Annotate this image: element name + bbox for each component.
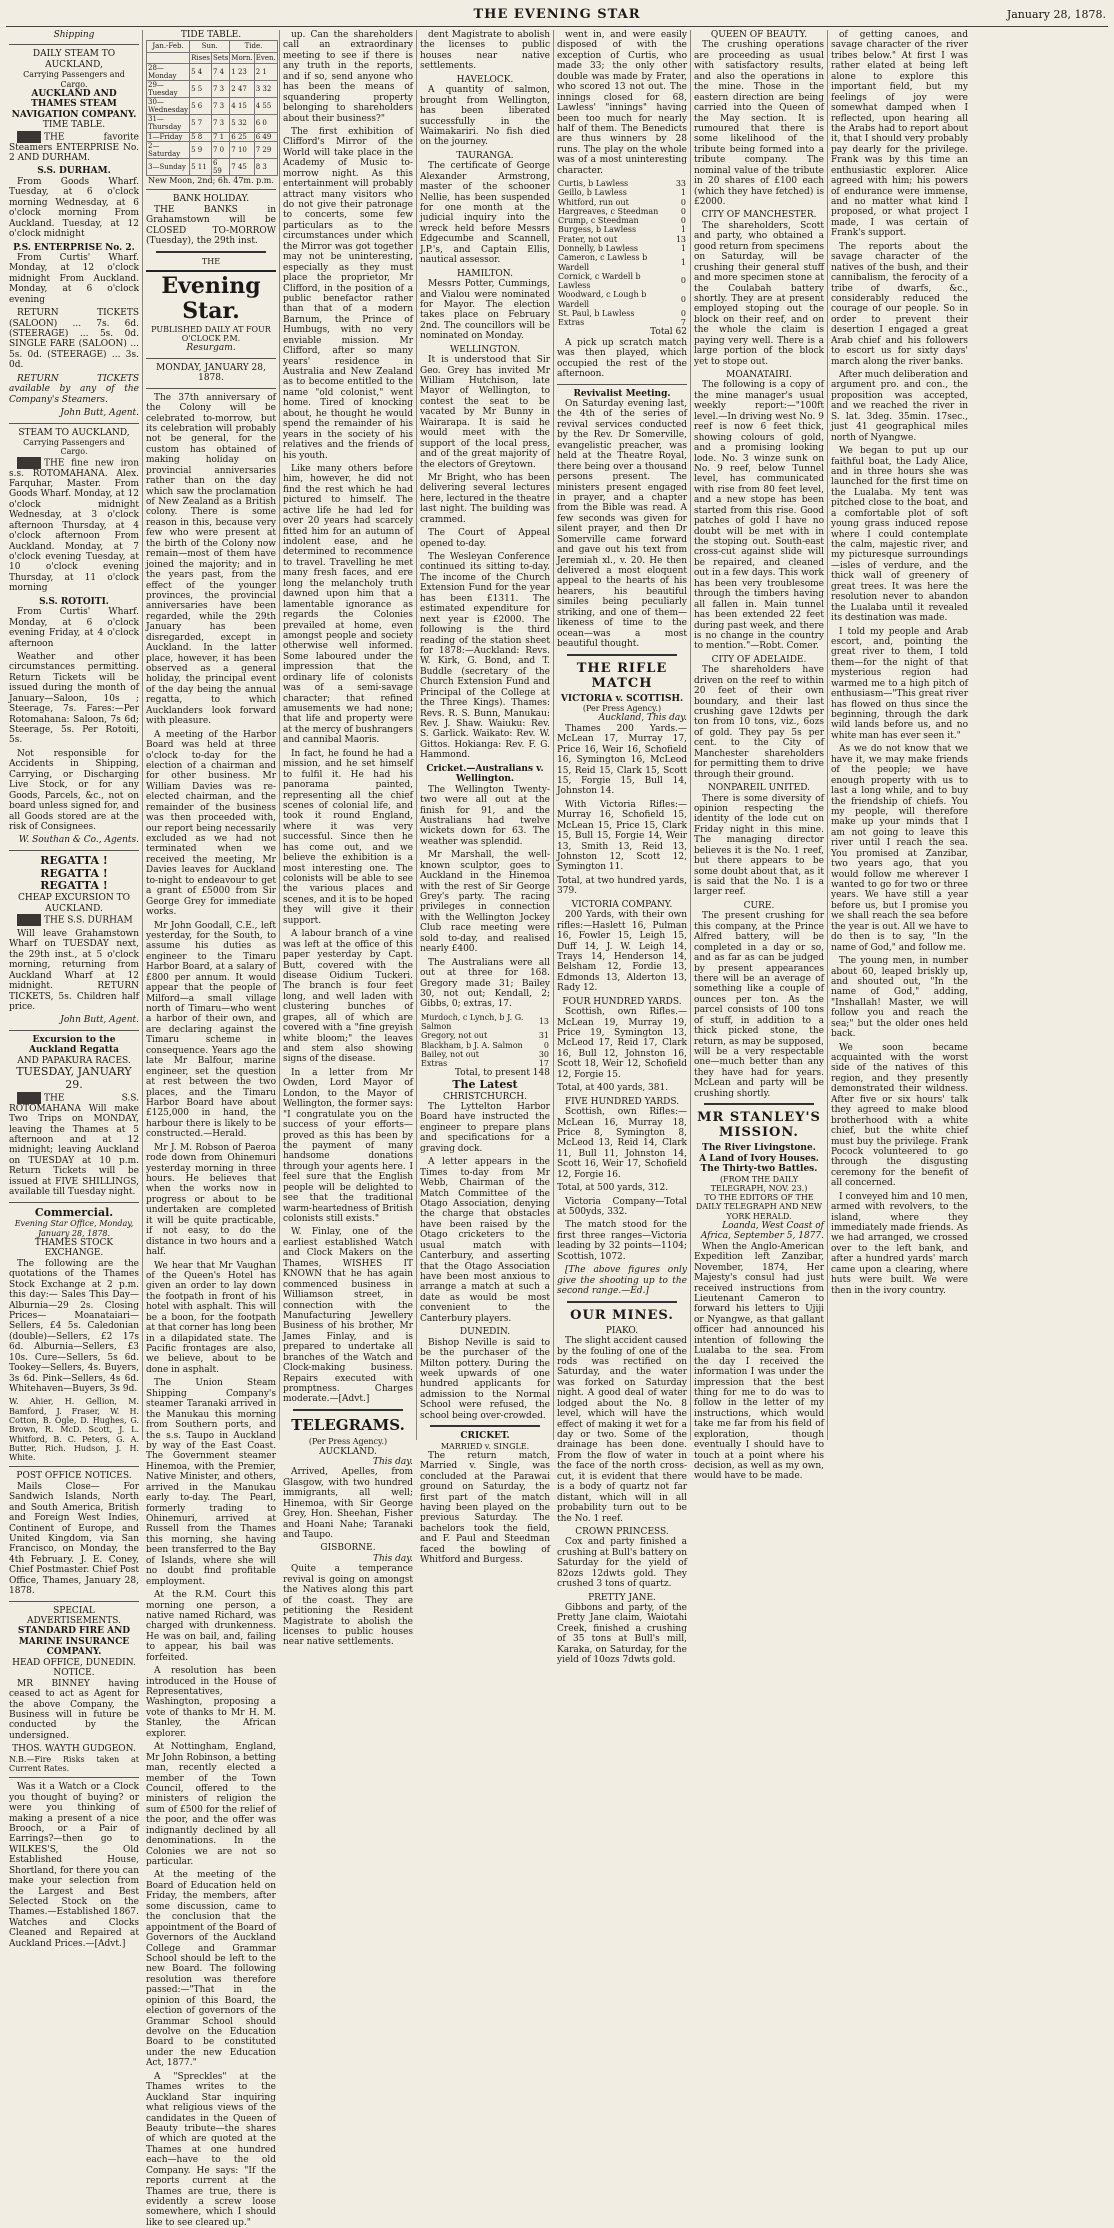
range-heading: FOUR HUNDRED YARDS. [562,996,682,1007]
article-paragraph: Like many others before him, however, he did not find the rest which he had pictured to himself. The active life he had led for over 20 years had scarcely fitted him for an autumn of indolent ease, and he determined to recommence to travel. Travelling he met many fresh faces, and ere long the melancholy truth dawned upon him that a lamentable ignorance as regards the Colonies prevailed at home, even amongst people and society otherwise well informed. Some laboured under the impression that the ordinary life of colonists was of a semi-savage character; that refined amusements we had none; that life and property were at the mercy of bushrangers and cannibal Maoris. [283,463,413,746]
published-line: PUBLISHED DAILY AT FOUR O'CLOCK P.M. [151,324,271,344]
section-shipping: Shipping [53,30,95,40]
article-paragraph: The 37th anniversary of the Colony will be celebrated to-morrow, but its celebration will probably not be general, for the custom has obtained of making holiday on provincial anniversaries rather than on the day which saw the proclamation of New Zealand as a British colony. There is some reason in this, because very few who were present at the birth of the Colony now remain—most of them have joined the majority; and in the years past, from the effect of the younger provinces, the provincial anniversaries have been regarded, while the 29th January has been disregarded, except in Auckland. In the latter place, however, it has been observed as a general holiday, the principal event of the day being the annual regatta, to which Aucklanders look forward with pleasure. [146,392,276,727]
tide-col-date: Jan.-Feb. [147,41,190,52]
stanley-subheading: A Land of Ivory Houses. [699,1153,819,1164]
mine-heading: QUEEN OF BEAUTY. [710,30,808,40]
runs: 0 [680,197,686,207]
match-text: The return match, Married v. Single, was concluded at the Parawai ground on Saturday, the first part of the match having been played on the previous Saturday. The bachelors took the field, and F. Paul and Steedman faced the bowling of Whitford and Burgess. [420,1450,550,1566]
column-telegrams [417,30,554,1566]
runs: 7 [680,318,686,328]
notice-footnote: N.B.—Fire Risks taken at Current Rates. [9,1754,139,1773]
mine-heading: PRETTY JANE. [588,1592,656,1603]
mine-text: Cox and party finished a crushing at Bull's battery on Saturday for the yield of 82ozs 12dwts gold. They crushed 3 tons of quartz. [557,1537,687,1590]
tide-row [147,80,278,97]
batsman: Murdoch, c Lynch, b J. G. Salmon [421,1012,524,1032]
stock-text: The following are the quotations of the Thames Stock Exchange at 2 p.m. this day:— Sales This Day— Alburnia—29 2s. Closing Prices— Moanataiari—Sellers, £4 5s. Caledonian (double)—Sellers, £2 17s 6d. Alburnia—Sellers, £3 10s. Cure—Sellers, 5s 6d. Tookey—Sellers, 4s. Buyers, 3s 6d. Pink—Sellers, 4s 6d. Whitehaven—Buyers, 3s 9d. [9,1258,139,1395]
runs: 33 [675,179,686,189]
dateline-city: GISBORNE. [320,1543,376,1554]
article-paragraph: A labour branch of a vine was left at the office of this paper yesterday by Capt. Butt, covered with the disease Oidium Tuckeri. The branch is four feet long, and well laden with clustering bunches of grapes, all of which are covered with a "fine greyish white bloom;" the leaves and stem also showing signs of the disease. [283,929,413,1065]
batsman: Whitford, run out [558,197,629,207]
batsman: Bailey, not out [421,1049,479,1059]
mine-heading: CROWN PRINCESS. [575,1526,669,1537]
moon-note: New Moon, 2nd; 6h. 47m. p.m. [148,176,274,186]
tide-cell: 3—Sunday [147,158,190,175]
tide-cell: 5 6 [190,98,212,115]
score-row [557,309,687,318]
runs: 1 [680,243,686,253]
telegram-text: Bishop Neville is said to be the purchaser of the Milton pottery. During the week upwards of one hundred applicants for admission to the Normal School were refused, the school being over-crowded. [420,1337,550,1421]
agent-signature: W. Southan & Co., Agents. [18,835,139,846]
header-date: January 28, 1878. [1006,8,1106,21]
tide-cell: 7 45 [230,158,254,175]
stanley-heading: MR STANLEY'S MISSION. [697,1110,821,1141]
post-heading: POST OFFICE NOTICES. [16,1471,132,1482]
mine-heading: CITY OF ADELAIDE. [711,654,807,665]
telegram-text: The certificate of George Alexander Armstrong, master of the schooner Nellie, has been suspended for one month at the judicial inquiry into the wreck held before Messrs Edgecumbe and Scannell, J.P.'s, and Captain Ellis, nautical assessor. [420,161,550,266]
tide-cell: 5 5 [190,80,212,97]
tide-row [147,98,278,115]
runs: 0 [680,216,686,226]
dateline-day: Auckland, This day. [598,713,687,724]
bank-holiday-heading: BANK HOLIDAY. [172,194,250,205]
ad-text: From Goods Wharf. Tuesday, at 6 o'clock morning Wednesday, at 6 o'clock morning From Auckland. Tuesday, at 12 o'clock midnight [9,176,139,240]
tide-cell: 4 15 [230,98,254,115]
range-heading: FIVE HUNDRED YARDS. [564,1096,680,1107]
ad-text: THE S.S. DURHAM [9,914,139,926]
telegram-text: Messrs Potter, Cummings, and Vialou were nominated for Mayor. The election takes place on February 2nd. The councillors will be nominated on Monday. [420,279,550,342]
telegram-text: The Court of Appeal opened to-day. [420,528,550,549]
mine-text: The shareholders have driven on the reef to within 20 feet of their own boundary, and their last crushing gave 12dwts per ton from 10 tons, viz., 6ozs of gold. They pay 5s per cent. to the City of Manchester shareholders for permitting them to drive through their ground. [694,665,824,780]
batsman: Gregory, not out [421,1031,488,1041]
dateline-city: HAMILTON. [457,268,513,279]
signature: THOS. WAYTH GUDGEON. [12,1744,136,1755]
mine-heading: MOANATAIRI. [726,370,792,380]
batsman: Extras [421,1059,448,1069]
article-paragraph: In fact, he found he had a mission, and he set himself to fulfil it. He had his panorama painted, representing all the chief scenes of colonial life, and took it round England, where it was very successful. Since then he has come out, and we believe the exhibition is a most interesting one. The colonists will be able to see the various places and scenes, and it is to be hoped they will give it their support. [283,748,413,926]
editor-note: [The above figures only give the shooting up to the second range.—Ed.] [557,1265,687,1297]
dateline-city: TAURANGA. [456,150,514,161]
revivalist-text: On Saturday evening last, the 4th of the series of revival services conducted by the Rev. Dr Somerville, evangelistic preacher, was held at the Theatre Royal, there being over a thousand persons present. The ministers present engaged in prayer, and a chapter from the Bible was read. A few seconds was given for silent prayer, and then Dr Somerville came forward and gave out his text from Jeremiah xl., v. 20. He then delivered a most eloquent appeal to the hearts of his hearers, his beautiful similes being peculiarly striking, and one of them—likeness of time to the ocean—was a most beautiful thought. [557,399,687,650]
batsman: St. Paul, b Lawless [558,308,635,318]
batsman: Donnelly, b Lawless [558,243,639,253]
excursion-heading: Excursion to the Auckland Regatta [29,1034,119,1056]
stanley-text: I told my people and Arab escort, and, pointing the great river to them, I told them—for the night of that mysterious region had warmed me to a high pitch of enthusiasm—"This great river has flowed on thus since the beginning, through the dark wild lands before us, and no white man has ever seen it." [831,626,968,741]
runs: 0 [680,206,686,216]
batsman: Extras [558,318,585,328]
ship-name: S.S. DURHAM. [37,166,111,177]
bank-notice: THE BANKS in Grahamstown will be CLOSED TO-MORROW (Tuesday), the 29th inst. [146,204,276,247]
motto: Resurgam. [186,343,236,354]
ship-name: S.S. ROTOITI. [39,596,109,607]
mine-text: There is some diversity of opinion respecting the identity of the lode cut on Friday night in this mine. The managing director believes it is the No. 1 reef, but there appears to be some doubt about that, as it is said that the No. 1 is a larger reef. [694,793,824,898]
cricket-total: Total, to present 148 [455,1068,550,1079]
runs: 0 [680,308,686,318]
tide-cell: 2 47 [230,80,254,97]
tide-cell: 7 3 [211,98,229,115]
source-note: (FROM THE DAILY TELEGRAPH, NOV. 23.) [710,1174,808,1193]
ad-text: THE S.S. ROTOMAHANA Will make Two Trips on MONDAY, leaving the Thames at 5 afternoon and at 12 midnight; leaving Auckland on TUESDAY at 10 p.m. Return Tickets will be issued at FIVE SHILLINGS, available till Tuesday night. [9,1093,139,1198]
article-paragraph: The Union Steam Shipping Company's steamer Taranaki arrived in the Manukau this morning from Southern ports, and the s.s. Taupo in Auckland by way of the East Coast. The Government steamer Hinemoa, with the Premier, Native Minister, and others, arrived in the Manukau early to-day. The Pearl, formerly trading to Ohinemuri, arrived at Russell from the Thames this morning, she having been transferred to the Bay of Islands, where she will no doubt find profitable employment. [146,1378,276,1587]
score-row [557,198,687,207]
tide-cell: 7 4 [211,63,229,80]
telegram-text: Mr Marshall, the well-known sculptor, goes to Auckland in the Hinemoa with the rest of Sir George Grey's party. The racing privileges in connection with the Wellington Jockey Club race meeting were sold to-day, and realised nearly £400. [420,850,550,955]
telegram-text: The Lyttelton Harbor Board have instructed the engineer to prepare plans and specifications for a graving dock. [420,1102,550,1154]
article-paragraph: A resolution has been introduced in the House of Representatives, Washington, proposing a vote of thanks to Mr H. M. Stanley, the African explorer. [146,1666,276,1739]
rifle-text: Scottish, own Rifles.—McLean 19, Murray 19, Price 19, Symington 13, McLeod 17, Reid 17, Clark 16, Bull 12, Johnston 16, Scott 18, Weir 12, Schofield 12, Forgie 15. [557,1007,687,1080]
dateline-city: DUNEDIN. [459,1327,511,1338]
batsman: Cameron, c Lawless b Wardell [558,253,648,272]
article-paragraph: up. Can the shareholders call an extraordinary meeting to see if there is any truth in the reports, and if so, send anyone who has been the means of squandering property belonging to shareholders about their business?" [283,30,413,124]
runs: 1 [680,188,686,198]
ad-text: THE fine new iron s.s. ROTOMAHANA. Alex. Farquhar, Master. From Goods Wharf. Monday, at 12 o'clock midnight Wednesday, at 3 o'clock afternoon Thursday, at 4 o'clock afternoon From Auckland. Monday, at 7 o'clock evening Tuesday, at 10 o'clock evening Thursday, at 11 o'clock morning [9,458,139,594]
score-row [557,244,687,253]
batsman: Hargreaves, c Steedman [558,206,659,216]
rifle-text: With Victoria Rifles:—Murray 16, Schofield 15, McLean 15, Price 15, Clark 15, Bull 15, Forgie 14, Weir 13, Smith 13, Reid 13, Johnston 12, Scott 12, Symington 11. [557,799,687,873]
tide-cell: 7 3 [211,80,229,97]
tide-cell: 2—Saturday [147,141,190,158]
article-paragraph: The first exhibition of Clifford's Mirror of the World will take place in the Academy of Music to-morrow night. As this entertainment will probably attract many visitors who do not give their patronage to concerts, some few particulars as to the circumstances under which the Mirror was got together may not be uninteresting, especially as they must place the proprietor, Mr Clifford, in the position of a public benefactor rather than that of a modern Barnum, the Prince of Humbugs, with no very enviable mission. Mr Clifford, after so many years' residence in Australia and New Zealand as to become entitled to the name "old colonist," went home. Tired of knocking about, he thought he would spend the remainder of his years in the society of his relatives and the friends of his youth. [283,126,413,461]
runs: 31 [538,1031,549,1041]
runs: 0 [680,294,686,304]
tide-row [147,132,278,141]
ad-heading: DAILY STEAM TO AUCKLAND, [32,49,116,70]
ad-heading: CHEAP EXCURSION TO AUCKLAND. [17,893,130,914]
tide-cell: 3 32 [254,80,277,97]
ad-text: Not responsible for Accidents in Shipping, Carrying, or Discharging Live Stock, or for any Goods, Parcels, &c., not on board unless signed for, and all Goods stored are at the risk of Consignees. [9,748,139,832]
runs: 0 [680,276,686,286]
article-paragraph: At the meeting of the Board of Education held on Friday, the members, after some discussion, came to the conclusion that the appointment of the Board of Governors of the Auckland College and Grammar School should be left to the new Board. The following resolution was therefore passed:—"That in the opinion of this Board, the election of governors of the Grammar School should devolve on the Education Board to be constituted under the new Education Act, 1877." [146,1870,276,2069]
article-paragraph: At Nottingham, England, Mr John Robinson, a betting man, recently elected a member of the Town Council, offered to the ministers of religion the sum of £500 for the relief of the poor, and the offer was indignantly declined by all denominations. In the Colonies we are not so particular. [146,1742,276,1868]
tide-cell: 6 49 [254,132,277,141]
column-mines-stanley [691,30,828,1482]
dateline-day: This day. [372,1456,413,1467]
rifle-text: Thames 200 Yards.—McLean 17, Murray 17, Price 16, Weir 16, Schofield 16, Symington 16, McLeod 15, Reid 15, Clark 15, Scott 15, Forgie 15, Bull 14, Johnston 14. [557,723,687,797]
notice-text: MR BINNEY having ceased to act as Agent for the above Company, the Business will in future be conducted by the undersigned. [9,1678,139,1741]
score-row [557,235,687,244]
tide-cell: 5 4 [190,63,212,80]
company-name: AUCKLAND AND THAMES STEAM NAVIGATION COMPANY. [11,88,137,120]
column-news [280,30,417,1648]
ad-heading: STEAM TO AUCKLAND, [18,427,130,438]
regatta-heading: REGATTA ! REGATTA ! REGATTA ! [40,853,108,893]
telegram-text: The Australians were all out at three for 168. Gregory made 31; Bailey 30, not out; Kendall, 2; Gibbs, 0; extras, 17. [420,957,550,1010]
column-editorial [143,30,280,2228]
tide-cell: 5 11 [190,158,212,175]
steamer-icon [17,457,41,469]
insurance-heading: STANDARD FIRE AND MARINE INSURANCE COMPANY. [17,1626,131,1658]
tide-cell: 2 1 [254,63,277,80]
telegram-text: Quite a temperance revival is going on amongst the Natives along this part of the coast. They are petitioning the Resident Magistrate to abolish the licenses to public houses near native settlements. [283,1564,413,1648]
stanley-subheading: The Thirty-two Battles. [700,1164,818,1175]
article-paragraph: In a letter from Mr Owden, Lord Mayor of London, to the Mayor of Wellington, the former says: "I congratulate you on the success of your efforts—proved as this has been by the payment of many handsome donations through your agents here. I feel sure that the English people will be delighted to see that the traditional warm-heartedness of British colonists still exists." [283,1067,413,1224]
stanley-subheading: The River Livingstone. [702,1143,816,1154]
stanley-text: After much deliberation and argument pro. and con., the proposition was accepted, and we reached the river in S. lat. 3deg. 35min. 17sec., just 41 geographical miles north of Nyangwe. [831,370,968,443]
mine-text: Gibbons and party, of the Pretty Jane claim, Waiotahi Creek, finished a crushing of 35 tons at Bull's mill, Karaka, on Saturday, for the yield of 10ozs 7dwts gold. [557,1603,687,1666]
tide-cell: 5 7 [190,115,212,132]
tide-cell: 7 0 [211,141,229,158]
mine-text: The crushing operations are proceeding as usual with satisfactory results, and also the operations in the mine. Those in the eastern direction are being carried into the Queen of the May section. It is rumoured that there is some likelihood of the tribute being formed into a tribute company. The nominal value of the tribute in 20 shares of £100 each (which they have fetched) is £2000. [694,40,824,207]
mine-heading: PIAKO. [605,1325,639,1336]
tide-row [147,115,278,132]
rifle-total: Total, at two hundred yards, 379. [557,875,687,897]
runs: 1 [680,225,686,235]
telegram-text: The Wellington Twenty-two were all out at the finish for 91, and the Australians had twelve wickets down for 63. The weather was splendid. [420,784,550,847]
tide-cell: 6 59 [211,158,229,175]
article-paragraph: A meeting of the Harbor Board was held at three o'clock to-day for the election of a chairman and for other business. Mr William Davies was re-elected chairman, and the remainder of the business was then proceeded with, our report being necessarily excluded as we had not terminated when we received the meeting, Mr Davies leaves for Auckland to-night to endeavour to get a grant of £5000 from Sir George Grey for immediate works. [146,729,276,918]
cricket-scores [420,1013,550,1069]
tide-row [147,63,278,80]
tide-row [147,141,278,158]
tide-cell: 7 3 [211,115,229,132]
logo-article: THE [201,256,221,266]
rifle-match-subheading: VICTORIA v. SCOTTISH. [560,693,684,704]
company-heading: VICTORIA COMPANY. [571,899,673,910]
batsman: Geillo, b Lawless [558,188,627,198]
score-row [557,272,687,291]
steamer-icon [17,1092,41,1104]
mine-text: The following is a copy of the mine manager's usual weekly report:—"100ft level.—In driving west No. 9 reef is now 6 feet thick, showing colours of gold, and a promising looking lode. No. 3 winze sunk on No. 9 reef, below Tunnel level, has communicated with rise from 80 feet level, and a new stope has been started from this rise. Good patches of gold I have no doubt will be met with in the stoping out. South-east cross-cut against slide will be repaired, and cleaned out in a few days. This work has been very troublesome through the timbers having all fallen in. Main tunnel has been extended 22 feet during past week, and there is no change in the country to mention."—Robt. Comer. [694,380,824,652]
fares-note: RETURN TICKETS available by any of the Company's Steamers. [9,373,139,405]
tide-cell: 7 10 [230,141,254,158]
stanley-text: As we do not know that we have it, we may make friends of the people; we have enough property with us to last a long while, and to buy the friendship of chiefs. You my people, will therefore make up your minds that I am not going to leave this river until I reach the sea. You promised at Zanzibar, two years ago, that you would follow me wherever I wanted to go for two or three years. We have still a year before us, but I promise you we shall reach the sea before the year is out. All we have to do then is to say, "In the name of God," and follow me. [831,744,968,953]
ad-subheading: AND PAPAKURA RACES. [17,1055,131,1066]
match-text: A pick up scratch match was then played, which occupied the rest of the afternoon. [557,337,687,380]
tide-cell: 6 0 [254,115,277,132]
tide-cell: 31—Thursday [147,115,190,132]
batsman: Cornick, c Wardell b Lawless [558,271,641,291]
batsman: Curtis, b Lawless [558,179,629,189]
tide-table-heading: TIDE TABLE. [180,30,242,40]
dateline-city: CHRISTCHURCH. [443,1091,527,1102]
score-row [420,1013,550,1032]
score-row [557,290,687,309]
runs: 13 [538,1017,549,1027]
ad-text: THE favorite Steamers ENTERPRISE No. 2 AND DURHAM. [9,132,139,164]
rifle-text: The match stood for the first three ranges—Victoria leading by 32 points—1104; Scottish, 1072. [557,1220,687,1262]
tide-cell: 6 25 [230,132,254,141]
tide-cell: 5 8 [190,132,212,141]
press-agency: (Per Press Agency.) [582,704,662,714]
head-office: HEAD OFFICE, DUNEDIN. [12,1657,136,1668]
rifle-total: Total, at 400 yards, 381. [557,1083,669,1094]
edition-date: MONDAY, JANUARY 28, 1878. [156,362,266,384]
dateline: Loanda, West Coast of Africa, September 5, 1877. [700,1220,824,1242]
tide-table: Jan.-Feb. Sun. Tide. Rises Sets Morn. Even. 28—Monday 5 4 7 4 1 23 2 1 29—Tuesday 5 5 7 3 2 47 3 32 30—Wednesday 5 6 7 3 4 15 4 55 31—Thursday 5 7 7 3 5 32 6 0 1—Friday 5 8 7 1 6 25 6 49 2—Saturday 5 9 7 0 7 10 7 29 3—Sunday 5 11 6 59 7 45 8 3 [148,42,276,175]
article-paragraph: We hear that Mr Vaughan of the Queen's Hotel has given an order to lay down the footpath in front of his hotel with asphalt. This will be a boon, for the footpath at that corner has long been in a dilapidated state. The Pacific frontages are also, we believe, about to be done in asphalt. [146,1260,276,1375]
watch-ad-text: Was it a Watch or a Clock you thought of buying? or were you thinking of making a present of a nice Brooch, or a Pair of Earrings?—then go to WILKES'S, the Old Established House, Shortland, for there you can make your selection from the Largest and Best Selected Stock on the Thames.—Established 1867. Watches and Clocks Cleaned and Repaired at Auckland Prices.—[Advt.] [9,1782,139,1949]
ship-name: P.S. ENTERPRISE No. 2. [13,242,135,253]
batsman: Woodward, c Lough b Wardell [558,290,647,309]
fares-text: RETURN TICKETS (SALOON) ... 7s. 6d. (STEERAGE) ... 5s. 0d. SINGLE FARE (SALOON) ... 5s. 0d. (STEERAGE) ... 3s. 0d. [9,308,139,371]
score-row [557,225,687,234]
mine-text: The shareholders, Scott and party, who obtained a good return from specimens on Saturday, will be crushing their general stuff and more specimen stone at the Coulabah battery shortly. They are at present employed stoping out the block on their reef, and on the whole the claim is paying very well. There is a large portion of the block yet to stope out. [694,220,824,367]
stanley-text: I conveyed him and 10 men, armed with revolvers, to the island, where they immediately made friends. As we had arranged, we crossed over to the left bank, and after a hundred yards' march came upon a clearing, where huts were built. We were then in the ivory country. [831,1191,968,1296]
batsman: Crump, c Steedman [558,216,639,226]
mine-heading: CITY OF MANCHESTER. [701,210,817,221]
post-text: Mails Close— For Sandwich Islands, North and South America, British and Foreign West Indies, Continent of Europe, and United Kingdom, via San Francisco, on Monday, the 4th February. J. E. Coney, Chief Postmaster. Chief Post Office, Thames, January 28, 1878. [9,1481,139,1597]
time-table-heading: TIME TABLE. [42,120,106,131]
score-row [420,1050,550,1059]
mine-heading: CURE. [743,900,775,911]
tide-cell: 30—Wednesday [148,98,189,115]
runs: 17 [538,1059,549,1069]
telegram-text: The Wesleyan Conference continued its sitting to-day. The income of the Church Extension Fund for the year has been £1311. The estimated expenditure for next year is £2000. The following is the third reading of the station sheet for 1878:—Auckland: Revs. W. Kirk, G. Bond, and T. Buddle (secretary of the Church Extension Fund and Principal of the College at the Three Kings). Thames: Revs. R. S. Bunn, Manukau: Rev. J. Shaw. Waiuku: Rev. S. Garlick. Waikato: Rev. W. Gittos. Hokianga: Rev. F. G. Hammond. [420,552,550,761]
scorecard [557,179,687,327]
match-text: went in, and were easily disposed of with the exception of Curtis, who made 33; the only other double was made by Frater, who scored 13 not out. The innings closed for 68, Lawless' "innings" having been too much for nearly half of them. The Benedicts are thus winners by 28 runs. The play on the whole was of a most uninteresting character. [557,30,687,176]
rifle-text: Victoria Company—Total at 500yds, 332. [557,1196,687,1218]
runs: 30 [538,1049,549,1059]
stanley-text: The reports about the savage character of the natives of the bush, and their cannibalism, the ferocity of a tribe of dwarfs, &c., considerably reduced the courage of our people. So in order to prevent their desertion I engaged a great Arab chief and his followers to escort us for sixty days' march along the river banks. [831,241,968,367]
tide-row [147,158,278,175]
tide-cell: 5 9 [190,141,212,158]
telegram-text: A quantity of salmon, brought from Wellington, has been liberated successfully in the Waimakariri. No fish died on the journey. [420,85,550,148]
mines-heading: OUR MINES. [570,1307,674,1323]
article-paragraph: A "Spreckles" at the Thames writes to the Auckland Star inquiring what religious views of the candidates in the Queen of Beauty tribute—the shares of which are quoted at the Thames at one hundred each—have to the old Company. He says: "If the reports current at the Thames are true, there is evidently a screw loose somewhere, which I should like to see cleared up." [146,2071,276,2228]
ad-subheading: Carrying Passengers and Cargo. [23,70,125,89]
telegram-text: A letter appears in the Times to-day from Mr Webb, Chairman of the Match Committee of the Otago Association, denying the charge that obstacles have been raised by the Otago cricketers to the usual match with Canterbury, and asserting that the Otago Association have been most anxious to arrange a match at such a date as would be most convenient to the Canterbury players. [420,1157,550,1324]
tide-cell: 7 1 [211,132,229,141]
batsman: Frater, not out [558,234,618,244]
rifle-match-heading: THE RIFLE MATCH [576,660,668,691]
ad-text: Will leave Grahamstown Wharf on TUESDAY next, the 29th inst., at 5 o'clock morning, returning from Auckland Wharf at 12 midnight. RETURN TICKETS, 5s. Children half price. [9,928,139,1012]
article-paragraph: Mr J. M. Robson of Paeroa rode down from Ohinemuri yesterday morning in three hours. He believes that when the works now in progress or about to be undertaken are completed it will be quite practicable, if not easy, to do the distance in two hours and a half. [146,1142,276,1258]
telegram-text: It is understood that Sir Geo. Grey has invited Mr William Hutchison, late Mayor of Wellington, to contest the seat to be vacated by Mr Bunny in Wairarapa. It is said he would meet with the support of the local press, and of the great majority of the electors of Greytown. [420,355,550,470]
scorecard-total: Total 62 [650,327,687,338]
tide-cell: 4 55 [254,98,277,115]
match-title: MARRIED v. SINGLE. [440,1441,530,1451]
tide-cell: 1 23 [230,63,254,80]
tide-cell: 5 32 [230,115,254,132]
ad-text: From Curtis' Wharf. Monday, at 12 o'clock midnight From Auckland. Monday, at 6 o'clock evening [9,252,139,305]
score-row [557,216,687,225]
column-rifle-mines [554,30,691,1666]
cricket-heading: Cricket.—Australians v. Wellington. [426,763,544,785]
score-row [420,1041,550,1050]
score-row [557,253,687,272]
runs: 0 [543,1040,549,1050]
newspaper-title: THE EVENING STAR [473,7,641,22]
telegram-text: Arrived, Apelles, from Glasgow, with two hundred immigrants, all well; Hinemoa, with Sir George Grey, Hon. Sheehan, Fisher and Hoani Nahe; Taranaki and Taupo. [283,1467,413,1541]
telegrams-heading: TELEGRAMS. [291,1415,405,1434]
ad-subheading: Carrying Passengers and Cargo. [23,437,125,457]
commercial-heading: Commercial. [34,1205,114,1219]
tide-cell: 28—Monday [147,63,190,80]
column-advertisements [6,30,143,1949]
telegram-text: Mr Bright, who has been delivering several lectures here, lectured in the theatre last night. The building was crammed. [420,472,550,525]
runs: 1 [680,257,686,267]
columns [6,30,1108,2228]
article-paragraph: W. Finlay, one of the earliest established Watch and Clock Makers on the Thames, WISHES IT KNOWN that he has again commenced business in Williamson street, in connection with the Manufacturing Jewellery Business of his brother, Mr James Finlay, and is prepared to undertake all branches of the Watch and Clock-making business. Repairs executed with promptness. Charges moderate.—[Advt.] [283,1227,413,1405]
agent-signature: John Butt, Agent. [60,1015,139,1026]
score-row [420,1059,550,1068]
dateline-city: WELLINGTON. [450,344,520,355]
batsman: Blackham, b J. A. Salmon [421,1040,523,1050]
ad-text: Weather and other circumstances permitting. Return Tickets will be issued during the month of January—Saloon, 10s ; Steerage, 7s. Fares:—Per Rotomahana: Saloon, 7s 6d; Steerage, 5s. Per Rotoiti, 5s. [9,651,139,746]
steamer-icon [17,914,41,926]
tide-cell: 29—Tuesday [147,80,190,97]
office-dateline: Evening Star Office, Monday, January 28, 1878. [14,1219,134,1238]
latest-heading: The Latest [452,1077,518,1091]
ad-text: From Curtis' Wharf. Monday, at 6 o'clock evening Friday, at 4 o'clock afternoon [9,607,139,649]
tide-cell: 7 29 [254,141,277,158]
cricket-heading-2: CRICKET. [460,1431,510,1442]
tide-col-tide: Tide. [230,41,277,52]
page-header [6,4,1108,27]
batsman: Burgess, b Lawless [558,225,637,235]
dateline-city: AUCKLAND. [319,1446,377,1457]
broker-list: W. Ahier, H. Gellion, M. Bamford, J. Fraser, W. H. Cotton, B. Ogle, D. Hughes, G. Brown, R. McD. Scott, J. L. Whitford, B. C. Peters, G. A. Butter, Rich. Hudson, J. H. White. [9,1397,139,1463]
ad-date: TUESDAY, JANUARY 29. [16,1065,132,1091]
dateline-day: This day. [372,1553,413,1564]
stanley-text: We began to put up our faithful boat, the Lady Alice, and in three hours she was launched for the first time on the Lualaba. My tent was pitched close to the boat, and a comfortable plot of soft young grass induced repose where I could contemplate the calm, majestic river, and my picturesque surroundings—isles of verdure, and the thick wall of greenery of great trees. It was here the resolution never to abandon the Lualaba until it revealed its destination was made. [831,446,968,624]
newspaper-logo: Evening Star. [146,270,276,325]
article-paragraph: At the R.M. Court this morning one person, a native named Richard, was charged with drunkenness. He was on bail, and, failing to appear, his bail was forfeited. [146,1590,276,1663]
tide-col-sun: Sun. [190,41,230,52]
mine-heading: NONPAREIL UNITED. [708,783,810,794]
score-row [557,318,687,327]
dateline-city: HAVELOCK. [456,74,514,85]
score-row [557,207,687,216]
column-stanley-cont [828,30,971,1440]
agent-signature: John Butt, Agent. [60,408,139,419]
tide-cell: 8 3 [254,158,277,175]
stock-heading: THAMES STOCK EXCHANGE. [34,1237,114,1259]
mine-text: The slight accident caused by the fouling of one of the rods was rectified on Saturday, and the water was forked on Saturday night. A good deal of water lodged about the No. 8 level, which will have the effect of making it wet for a day or two. Some of the drainage has been done. From the flow of water in the face of the north cross-cut, it is evident that there is a body of quartz not far distant, which will in all probability turn out to be the No. 1 reef. [557,1336,687,1524]
stanley-text: of getting canoes, and savage character of the river tribes below." At first I was rather elated at being left alone to explore this important field, but my feelings of joy were somewhat damped when I reflected, upon hearing all the Arabs had to report about it, that I should very probably pay dearly for the privilege. Frank was by this time an enthusiastic explorer. Alice agreed with him; his powers of endurance were immense, and no matter what kind I proposed, or what project I made, I was certain of Frank's support. [831,30,968,239]
score-row [557,179,687,188]
steamer-icon [17,131,41,143]
stanley-text: The young men, in number about 60, leaped briskly up, and shouted out, "In the name of God," adding, "Inshallah! Master, we will follow you and reach the sea;" but the older ones held back. [831,956,968,1040]
mine-text: The present crushing for this company, at the Prince Alfred battery, will be completed in a day or so, and as far as can be judged by present appearances there will be an average of something like a couple of ounces per ton. As the parcel consists of 100 tons of stuff, in addition to a thick picked stone, the return, as may be supposed, will be a very respectable one—much better than any they have had for years. McLean and party will be crushing shortly. [694,911,824,1099]
rifle-text: 200 Yards, with their own rifles:—Haslett 16, Pulman 16, Fowler 15, Leigh 15, Duff 14, J. W. Leigh 14, Trays 14, Henderson 14, Belsham 12, Fordie 13, Edmonds 13, Alderton 13, Rady 12. [557,910,687,994]
tide-cell: 1—Friday [147,132,190,141]
telegram-text: dent Magistrate to abolish the licenses to public houses near native settlements. [420,30,550,72]
stanley-text: We soon became acquainted with the worst side of the natives of this region, and they presently demonstrated their wildness. After five or six hours' talk they agreed to make blood brotherhood with a white chief, but the white chief must buy the privilege. Frank Pocock volunteered to go through the disgusting ceremony for the benefit of all concerned. [831,1042,968,1189]
rifle-total: Total, at 500 yards, 312. [557,1183,669,1194]
article-paragraph: Mr John Goodall, C.E., left yesterday, for the South, to assume his duties as engineer to the Timaru Harbor Board, at a salary of £800 per annum. It would appear that the people of Milford—a small village north of Timaru—who went a harbor of their own, and are declaring against the Timaru scheme in consequence. Years ago the late Mr Balfour, marine engineer, set the question at rest between the two places, and the Timaru Harbor Board have about £125,000 in hand, the harbour there is likely to be constructed.—Herald. [146,920,276,1140]
special-heading: SPECIAL ADVERTISEMENTS. [27,1605,121,1627]
address-line: TO THE EDITORS OF THE DAILY TELEGRAPH AND NEW YORK HERALD. [695,1193,823,1221]
rifle-text: Scottish, own Rifles:—McLean 16, Murray 18, Price 8, Symington 8, McLeod 13, Reid 14, Clark 11, Bull 11, Johnston 14, Scott 16, Weir 17, Schofield 12, Forgie 16. [557,1107,687,1180]
score-row [557,188,687,197]
notice-heading: NOTICE. [53,1668,95,1679]
runs: 13 [675,234,686,244]
score-row [420,1031,550,1040]
press-agency: (Per Press Agency.) [308,1437,388,1447]
revivalist-heading: Revivalist Meeting. [573,388,671,399]
stanley-text: When the Anglo-American Expedition left Zanzibar, November, 1874, Her Majesty's consul had just received instructions from Lieutenant Cameron to forward his letters to Ujiji or Nyangwe, as that gallant officer had announced his intention of following the Lualaba to the sea. From the day I received the information I was under the impression that the best thing for me to do was to follow in the letter of my instructions, which would take me far from his field of exploration, though eventually I should have to touch at a point where his decision, as well as my own, would have to be made. [694,1241,824,1482]
